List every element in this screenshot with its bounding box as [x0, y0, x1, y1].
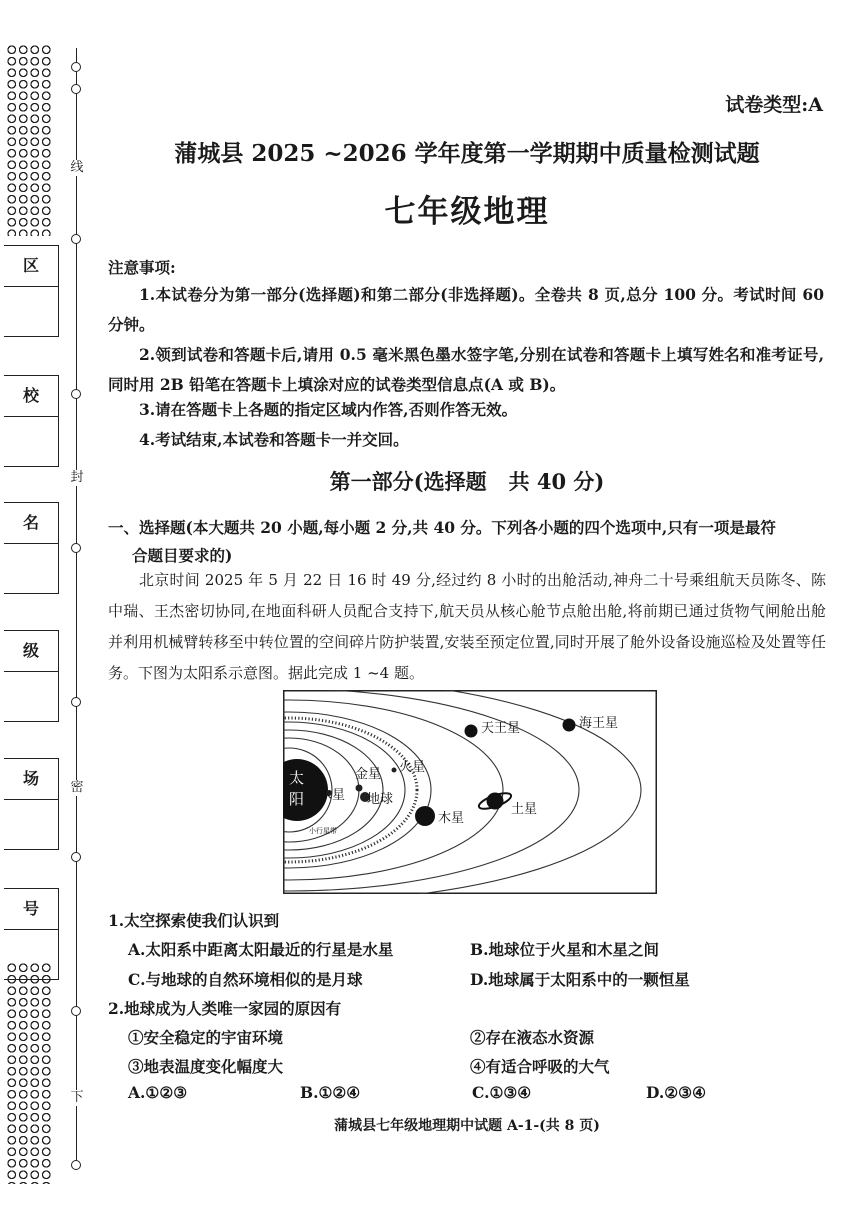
neptune-icon: [563, 719, 576, 732]
binding-holes-bottom: [6, 962, 52, 1184]
question-1-stem: 1.太空探索使我们认识到: [108, 911, 280, 930]
question-1-option-d[interactable]: D.地球属于太阳系中的一颗恒星: [470, 970, 690, 989]
question-1-option-a[interactable]: A.太阳系中距离太阳最近的行星是水星: [128, 940, 394, 959]
field-name[interactable]: 名: [4, 502, 59, 594]
binding-dot: [71, 62, 81, 72]
binding-dot: [71, 543, 81, 553]
uranus-label: 天王星: [481, 721, 521, 736]
saturn-label: 土星: [511, 802, 538, 817]
mars-label: 火星: [399, 760, 426, 775]
notice-item: 1.本试卷分为第一部分(选择题)和第二部分(非选择题)。全卷共 8 页,总分 100 分。考试时间 60 分钟。: [108, 285, 824, 334]
section-heading: [108, 514, 832, 570]
binding-dot: [71, 852, 81, 862]
binding-holes-top: [6, 44, 52, 236]
subject-title: 七年级地理: [384, 194, 550, 230]
uranus-icon: [465, 725, 478, 738]
sun-label-char: 太: [289, 769, 305, 787]
binding-dot: [71, 389, 81, 399]
jupiter-label: 木星: [438, 811, 465, 826]
part-title: 第一部分(选择题 共 40 分): [329, 469, 605, 494]
earth-label: 地球: [367, 792, 394, 807]
question-2-statement-4: ④有适合呼吸的大气: [470, 1057, 610, 1076]
binding-char-seal: 封: [70, 470, 84, 485]
notice-item: 3.请在答题卡上各题的指定区域内作答,否则作答无效。: [139, 400, 518, 419]
mercury-label: 水星: [319, 788, 346, 803]
binding-dot: [71, 234, 81, 244]
binding-char-secret: 密: [70, 780, 84, 795]
sun-label-char: 阳: [289, 790, 305, 808]
notice-item: 4.考试结束,本试卷和答题卡一并交回。: [139, 430, 409, 449]
question-2-statement-2: ②存在液态水资源: [470, 1028, 595, 1047]
question-2-statement-1: ①安全稳定的宇宙环境: [128, 1028, 284, 1047]
question-2-option-d[interactable]: D.②③④: [646, 1083, 706, 1102]
question-2-statement-3: ③地表温度变化幅度大: [128, 1057, 284, 1076]
neptune-label: 海王星: [579, 716, 619, 731]
binding-char-down: 下: [70, 1090, 84, 1105]
question-2-option-a[interactable]: A.①②③: [128, 1083, 188, 1102]
venus-label: 金星: [355, 767, 382, 782]
binding-char-line: 线: [70, 160, 84, 175]
binding-dot: [71, 84, 81, 94]
field-exam-room[interactable]: 场: [4, 758, 59, 850]
binding-dot: [71, 697, 81, 707]
field-district[interactable]: 区: [4, 245, 59, 337]
question-2-option-b[interactable]: B.①②④: [300, 1083, 361, 1102]
binding-dot: [71, 1006, 81, 1016]
question-1-option-c[interactable]: C.与地球的自然环境相似的是月球: [128, 970, 363, 989]
mars-icon: [392, 768, 397, 773]
venus-icon: [356, 785, 363, 792]
paper-type: 试卷类型:A: [725, 94, 823, 116]
field-school[interactable]: 校: [4, 375, 59, 467]
notice-item: 2.领到试卷和答题卡后,请用 0.5 毫米黑色墨水签字笔,分别在试卷和答题卡上填写姓名和准考证号,同时用 2B 铅笔在答题卡上填涂对应的试卷类型信息点(A 或 B)。: [108, 345, 824, 394]
question-1-option-b[interactable]: B.地球位于火星和木星之间: [470, 940, 659, 959]
notice-heading: 注意事项:: [108, 258, 176, 277]
section-heading-line1: 一、选择题(本大题共 20 小题,每小题 2 分,共 40 分。下列各小题的四个选项中,只有一项是最符: [108, 518, 776, 537]
field-number[interactable]: 号: [4, 888, 59, 980]
exam-title: 蒲城县 2025 ~2026 学年度第一学期期中质量检测试题: [174, 140, 760, 167]
binding-dot: [71, 1160, 81, 1170]
section-heading-line2: 合题目要求的): [132, 546, 233, 565]
jupiter-icon: [415, 806, 435, 826]
page-footer: 蒲城县七年级地理期中试题 A-1-(共 8 页): [334, 1118, 600, 1134]
reading-passage: 北京时间 2025 年 5 月 22 日 16 时 49 分,经过约 8 小时的出舱活动,神舟二十号乘组航天员陈冬、陈中瑞、王杰密切协同,在地面科研人员配合支持下,航天员从核心舱节点舱出舱,将前期已通过货物气闸舱出舱并利用机械臂转移至中转位置的空间碎片防护装置,安装至预定位置,同时开展了舱外设备设施巡检及处置等任务。下图为太阳系示意图。据此完成 1 ~4 题。: [108, 571, 826, 682]
field-class[interactable]: 级: [4, 630, 59, 722]
binding-line: [76, 48, 77, 1170]
asteroid-belt-label: 小行星带: [309, 827, 337, 835]
question-2-stem: 2.地球成为人类唯一家园的原因有: [108, 999, 342, 1018]
question-2-option-c[interactable]: C.①③④: [472, 1083, 532, 1102]
solar-system-figure: [283, 690, 657, 894]
